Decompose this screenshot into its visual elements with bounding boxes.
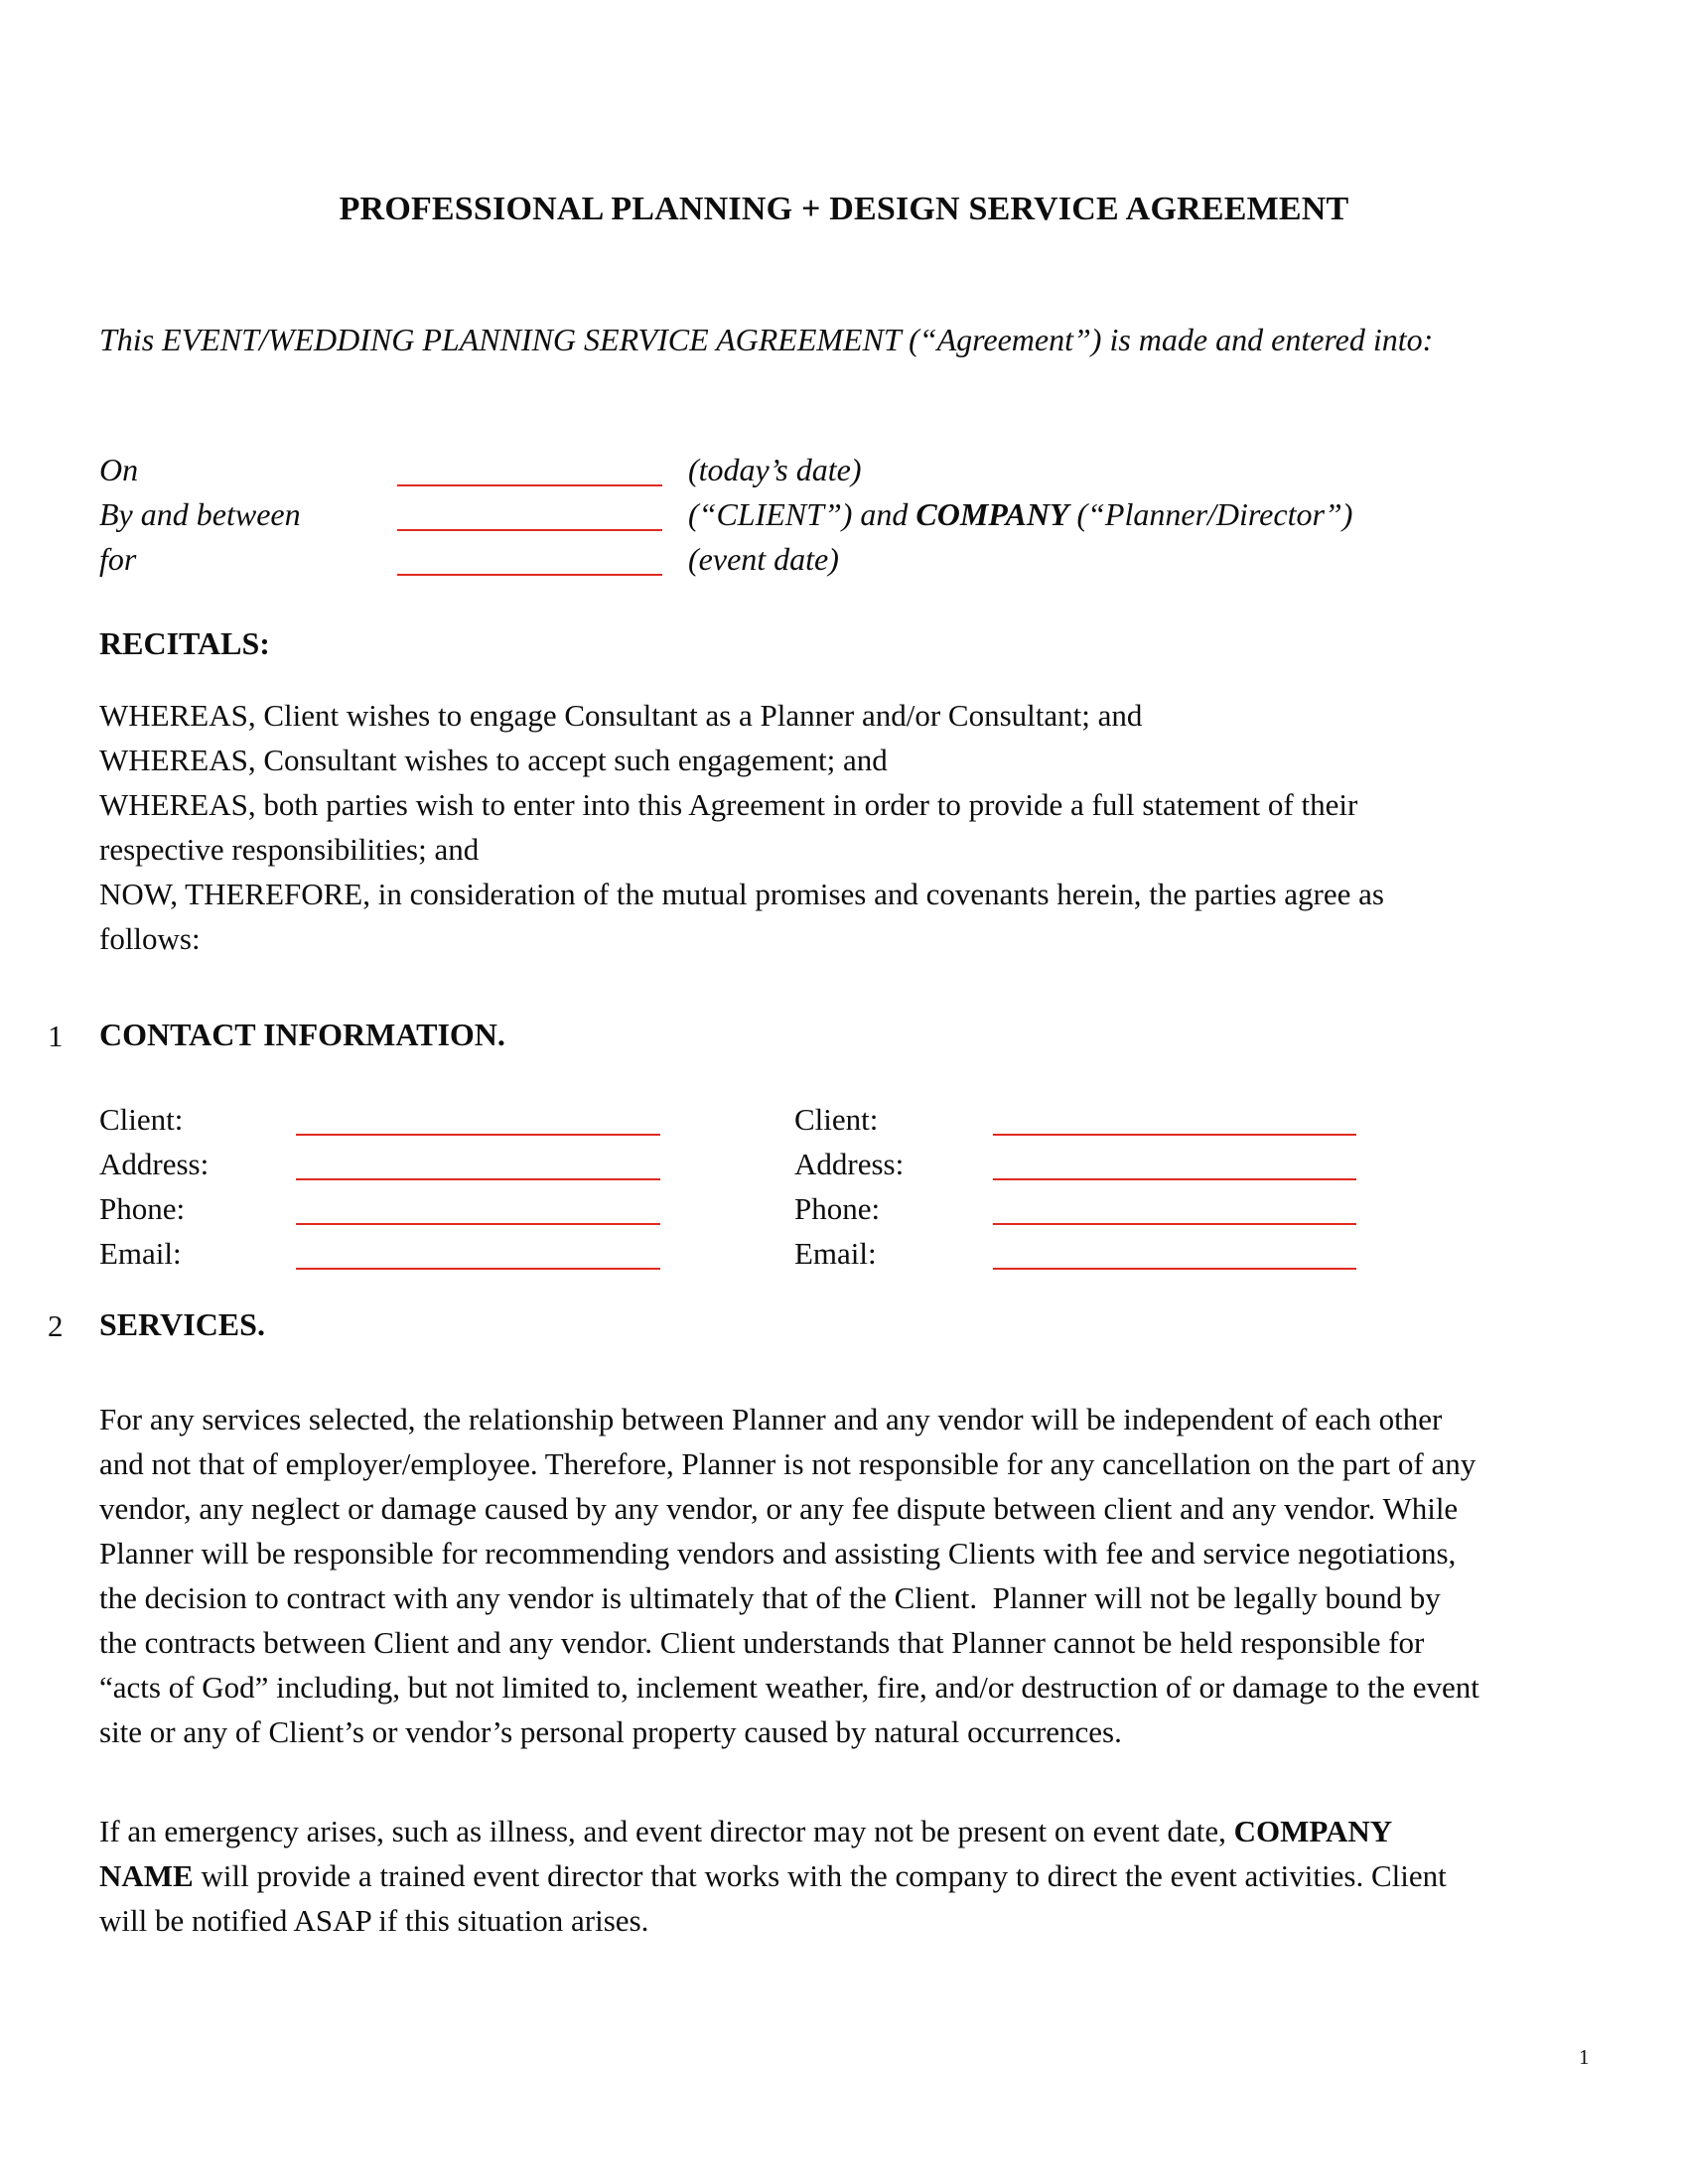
recitals-paragraphs <box>99 693 1648 961</box>
services-paragraph-line: the decision to contract with any vendor is ultimately that of the Client. Planner will not be legally bound by <box>99 1580 1441 1615</box>
intro-line: This EVENT/WEDDING PLANNING SERVICE AGREEMENT (“Agreement”) is made and entered into: <box>99 322 1434 357</box>
services-paragraph-line: site or any of Client’s or vendor’s personal property caused by natural occurrences. <box>99 1714 1122 1749</box>
fill-in-row-event-date <box>99 538 1352 583</box>
section-heading-contact-information: CONTACT INFORMATION. <box>99 1017 505 1052</box>
recitals-line: follows: <box>99 921 201 956</box>
contact-blank-address-right[interactable] <box>993 1149 1356 1180</box>
services-paragraph-line: the contracts between Client and any vendor. Client understands that Planner cannot be held responsible for <box>99 1625 1425 1660</box>
agreement-fill-in-block <box>99 449 1352 583</box>
company-name-bold-text: NAME <box>99 1858 194 1893</box>
fill-in-note <box>688 496 1352 533</box>
services-paragraph-line <box>99 1853 1648 1898</box>
note-suffix: (“Planner/Director”) <box>1068 496 1353 532</box>
services-paragraph-line: and not that of employer/employee. Therefore, Planner is not responsible for any cancellation on the part of any <box>99 1446 1477 1481</box>
blank-line-today-date[interactable] <box>397 455 662 486</box>
contact-blank-email-right[interactable] <box>993 1238 1356 1270</box>
services-paragraph-emergency <box>99 1809 1648 1943</box>
fill-in-note: (event date) <box>688 541 839 577</box>
contact-information-block <box>99 1098 1356 1277</box>
paragraph-text: will provide a trained event director that works with the company to direct the event activities. Client <box>193 1858 1447 1893</box>
contact-row-client <box>99 1098 1356 1143</box>
recitals-line: WHEREAS, both parties wish to enter into this Agreement in order to provide a full statement of their <box>99 787 1358 822</box>
services-paragraph-line: For any services selected, the relationship between Planner and any vendor will be independent of each other <box>99 1402 1443 1436</box>
contact-blank-client-left[interactable] <box>296 1104 660 1136</box>
services-paragraph-line <box>99 1809 1648 1853</box>
fill-in-row-parties <box>99 493 1352 538</box>
contact-label: Email: <box>794 1236 877 1271</box>
recitals-line: NOW, THEREFORE, in consideration of the mutual promises and covenants herein, the parties agree as <box>99 877 1384 911</box>
contact-label: Address: <box>794 1147 905 1181</box>
paragraph-text: If an emergency arises, such as illness, and event director may not be present on event date, <box>99 1814 1234 1848</box>
page-number: 1 <box>1579 2045 1590 2069</box>
document-title: PROFESSIONAL PLANNING + DESIGN SERVICE AGREEMENT <box>339 191 1349 227</box>
services-paragraph-line: “acts of God” including, but not limited to, inclement weather, fire, and/or destruction of or damage to the event <box>99 1670 1479 1705</box>
fill-in-note: (today’s date) <box>688 452 862 487</box>
section-number-1: 1 <box>48 1019 64 1053</box>
contact-blank-address-left[interactable] <box>296 1149 660 1180</box>
recitals-line: respective responsibilities; and <box>99 832 480 867</box>
recitals-heading: RECITALS: <box>99 625 270 661</box>
contact-label: Address: <box>99 1147 210 1181</box>
services-paragraph-vendors <box>99 1397 1648 1754</box>
note-prefix: (“CLIENT”) and <box>688 496 916 532</box>
section-number-2: 2 <box>48 1308 64 1343</box>
contact-label: Phone: <box>794 1191 881 1226</box>
contact-blank-phone-left[interactable] <box>296 1193 660 1225</box>
blank-line-client-name[interactable] <box>397 499 662 531</box>
contact-label: Email: <box>99 1236 182 1271</box>
contact-row-email <box>99 1232 1356 1277</box>
services-paragraph-line: Planner will be responsible for recommending vendors and assisting Clients with fee and service negotiations, <box>99 1536 1457 1570</box>
fill-in-label: By and between <box>99 496 301 532</box>
fill-in-label: On <box>99 452 139 487</box>
recitals-line: WHEREAS, Client wishes to engage Consultant as a Planner and/or Consultant; and <box>99 698 1143 733</box>
fill-in-label: for <box>99 541 137 577</box>
contact-blank-email-left[interactable] <box>296 1238 660 1270</box>
contact-blank-phone-right[interactable] <box>993 1193 1356 1225</box>
contact-label: Client: <box>794 1102 879 1137</box>
services-paragraph-line: vendor, any neglect or damage caused by any vendor, or any fee dispute between client and any vendor. While <box>99 1491 1459 1526</box>
contact-label: Phone: <box>99 1191 186 1226</box>
section-heading-services: SERVICES. <box>99 1306 265 1342</box>
contact-blank-client-right[interactable] <box>993 1104 1356 1136</box>
blank-line-event-date[interactable] <box>397 544 662 576</box>
contact-row-address <box>99 1143 1356 1187</box>
recitals-line: WHEREAS, Consultant wishes to accept such engagement; and <box>99 743 888 777</box>
fill-in-row-date <box>99 449 1352 493</box>
company-bold-text: COMPANY <box>915 496 1069 532</box>
company-name-bold-text: COMPANY <box>1233 1814 1393 1848</box>
services-paragraph-line: will be notified ASAP if this situation arises. <box>99 1903 649 1938</box>
contact-row-phone <box>99 1187 1356 1232</box>
contact-label: Client: <box>99 1102 184 1137</box>
